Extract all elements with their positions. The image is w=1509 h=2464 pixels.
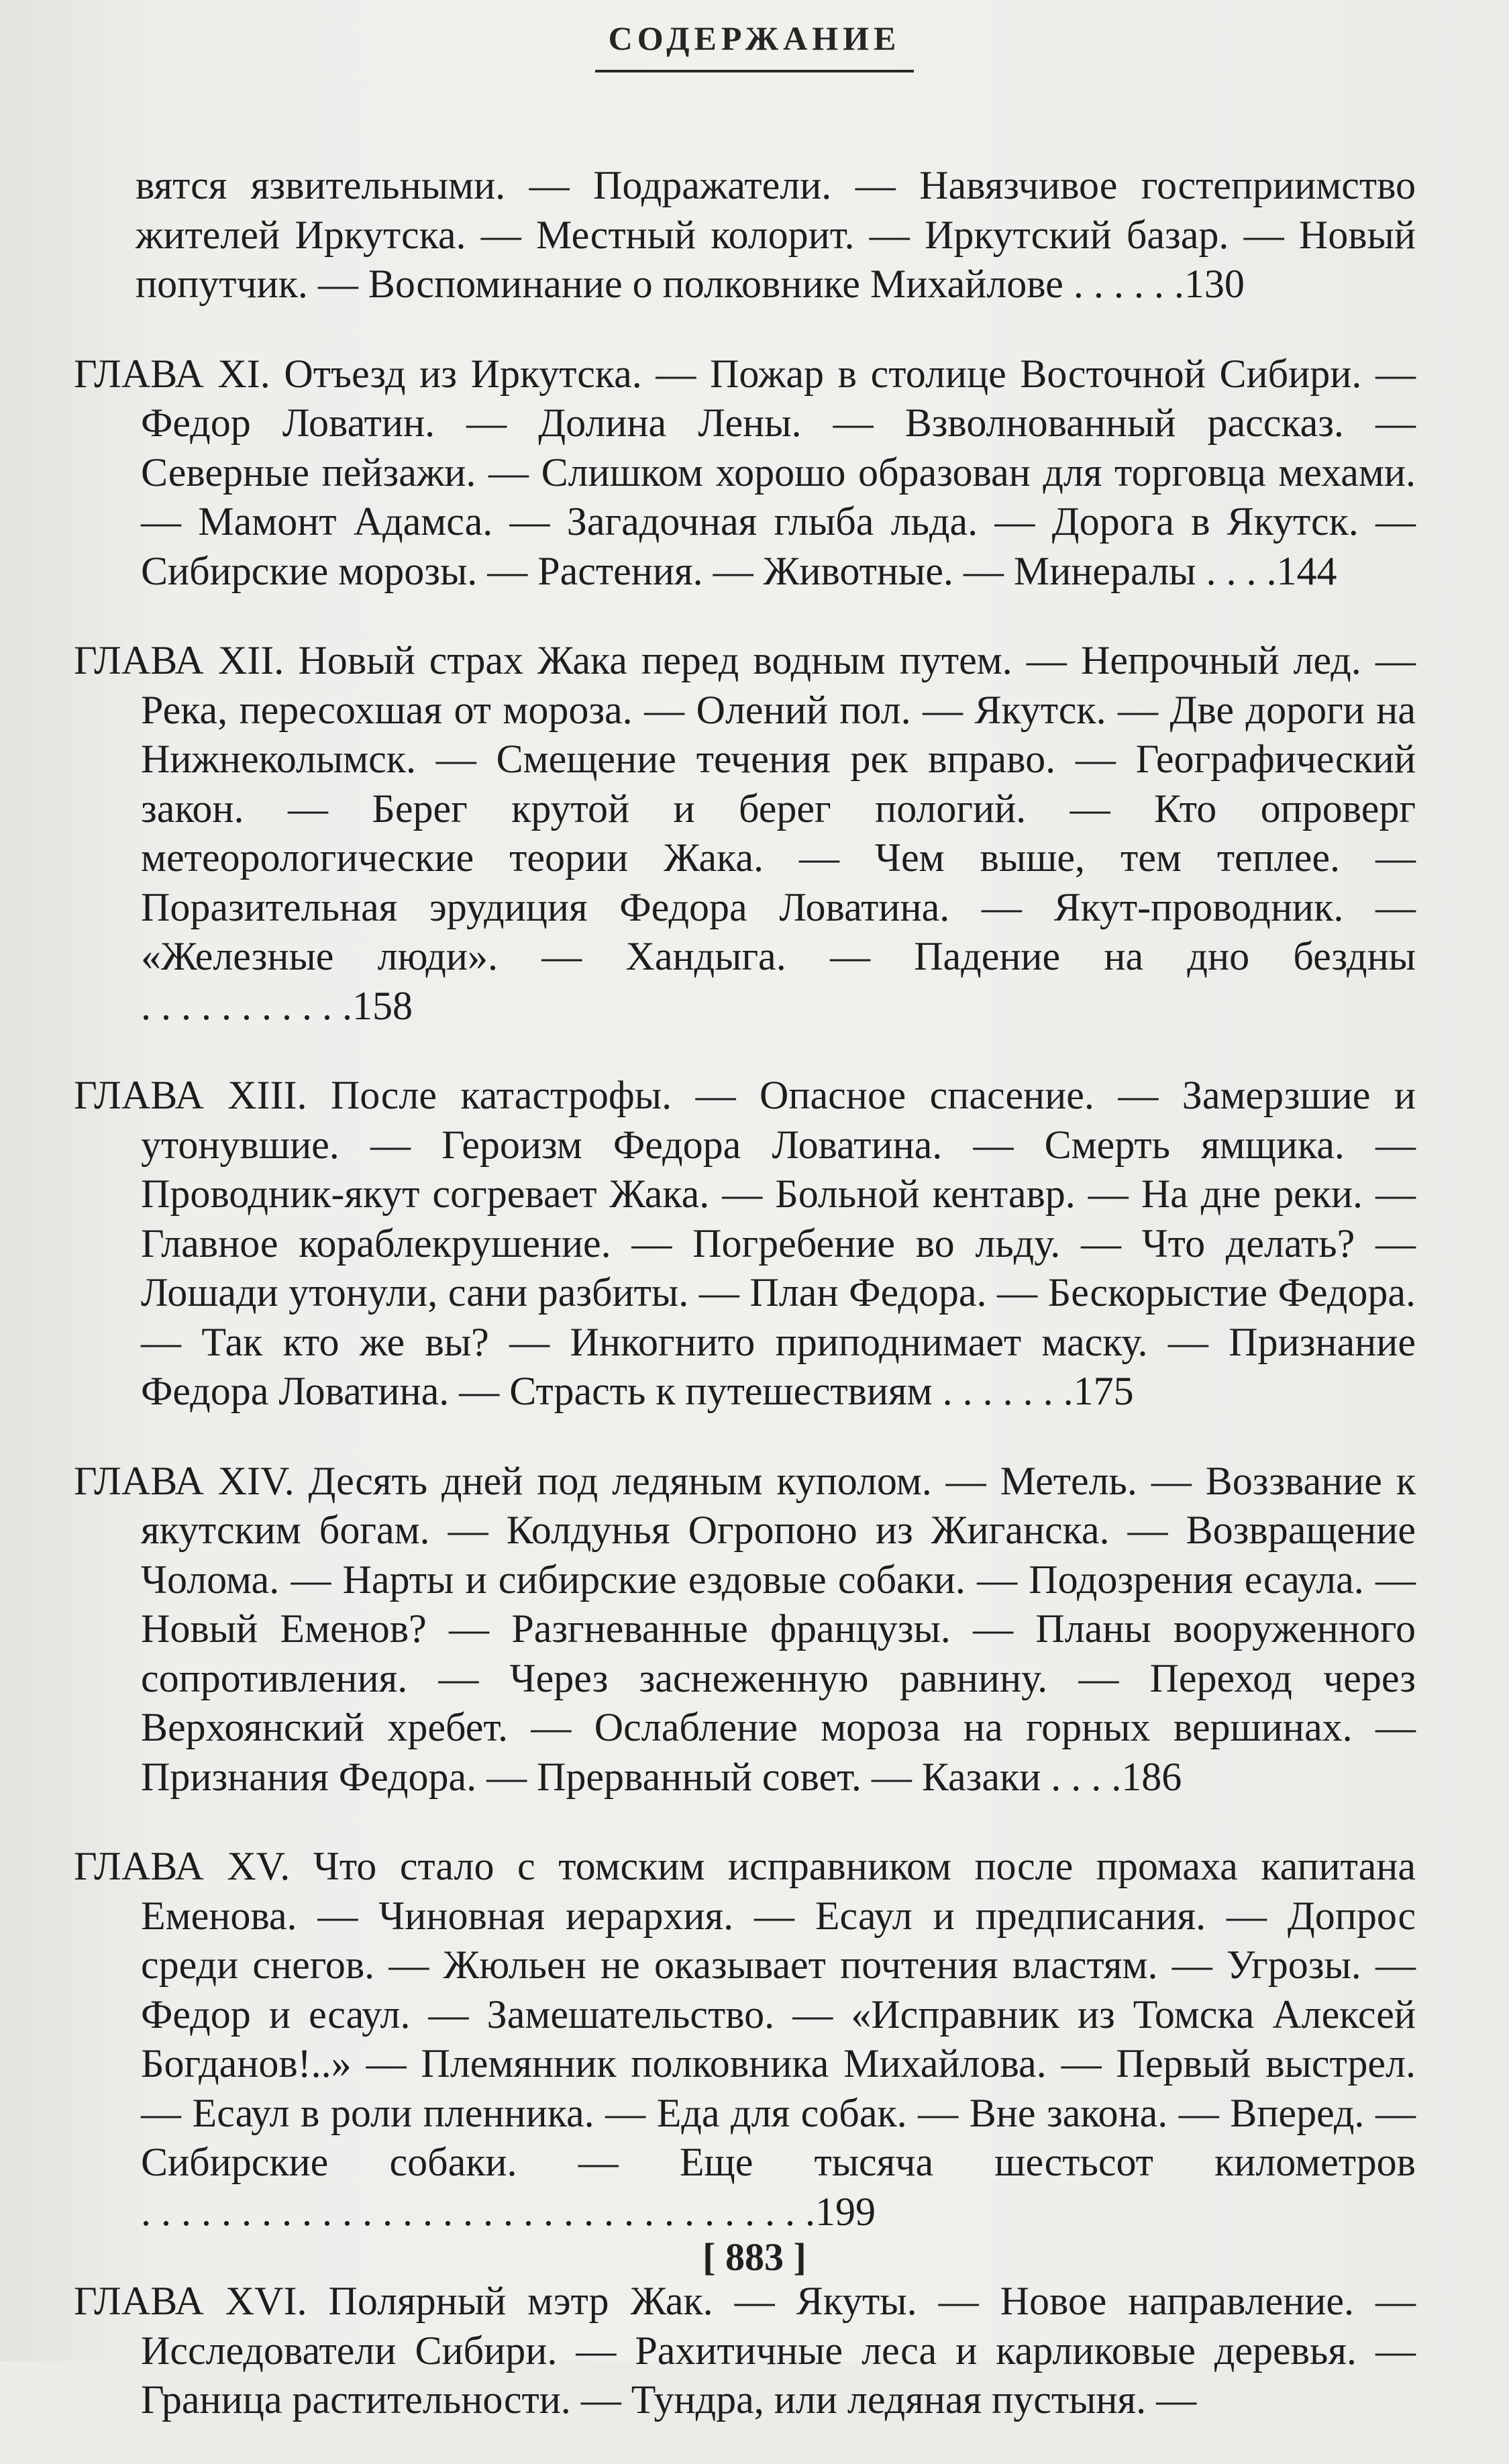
toc-entry-chapter-13 bbox=[74, 1071, 1416, 1417]
dot-leader: . . . . . . . . . . . . . . . . . . . . . . . . . . . . . . . . . . bbox=[141, 2189, 815, 2234]
toc-entry-chapter-16 bbox=[74, 2277, 1416, 2425]
entry-text: Десять дней под ледяным куполом. — Метель. — Воззвание к якутским богам. — Колдунья Огропоно из Жиганска. — Возвращение Чолома. — Нарты и сибирские ездовые собаки. — Подозрения есаула. — Новый Еменов? — Разгневанные французы. — Планы вооруженного сопротивления. — Через заснеженную равнину. — Переход через Верхоянский хребет. — Ослабление мороза на горных вершинах. — Признания Федора. — Прерванный совет. — Казаки bbox=[141, 1458, 1416, 1799]
entry-page-number: 144 bbox=[1276, 548, 1337, 593]
entry-page-number: 158 bbox=[352, 983, 413, 1028]
entry-text: Что стало с томским исправником после промаха капитана Еменова. — Чиновная иерархия. — Есаул и предписания. — Допрос среди снегов. — Жюльен не оказывает почтения властям. — Угрозы. — Федор и есаул. — Замешательство. — «Исправник из Томска Алексей Богданов!..» — Племянник полковника Михайлова. — Первый выстрел. — Есаул в роли пленника. — Еда для собак. — Вне закона. — Вперед. — Сибирские собаки. — Еще тысяча шестьсот километров bbox=[141, 1844, 1416, 2184]
running-header bbox=[0, 13, 1509, 72]
entry-page-number: 186 bbox=[1121, 1754, 1182, 1799]
toc-entry-chapter-14 bbox=[74, 1457, 1416, 1802]
entry-page-number: 175 bbox=[1073, 1369, 1134, 1413]
chapter-label: ГЛАВА XIII. bbox=[74, 1073, 307, 1117]
chapter-label: ГЛАВА XIV. bbox=[74, 1458, 295, 1503]
toc-list bbox=[74, 121, 1416, 2464]
dot-leader: . . . . bbox=[1041, 1754, 1122, 1799]
entry-text: Полярный мэтр Жак. — Якуты. — Новое направление. — Исследователи Сибири. — Рахитичные леса и карликовые деревья. — Граница растительности. — Тундра, или ледяная пустыня. — bbox=[141, 2279, 1416, 2422]
folio-page-number: [ 883 ] bbox=[703, 2235, 806, 2279]
entry-text: вятся язвительными. — Подражатели. — Навязчивое гостеприимство жителей Иркутска. — Местный колорит. — Иркутский базар. — Новый попутчик. — Воспоминание о полковнике Михайлове bbox=[136, 163, 1416, 306]
entry-text: Отъезд из Иркутска. — Пожар в столице Восточной Сибири. — Федор Ловатин. — Долина Лены. — Взволнованный рассказ. — Северные пейзажи. — Слишком хорошо образован для торговца мехами. — Мамонт Адамса. — Загадочная глыба льда. — Дорога в Якутск. — Сибирские морозы. — Растения. — Животные. — Минералы bbox=[141, 351, 1416, 593]
dot-leader: . . . . . . . bbox=[932, 1369, 1074, 1413]
entry-page-number: 199 bbox=[815, 2189, 876, 2234]
chapter-label: ГЛАВА XII. bbox=[74, 638, 284, 682]
dot-leader: . . . . . . . . . . . bbox=[141, 983, 352, 1028]
chapter-label: ГЛАВА XVI. bbox=[74, 2279, 307, 2323]
toc-entry-chapter-11 bbox=[74, 350, 1416, 597]
entry-page-number: 130 bbox=[1184, 262, 1245, 306]
toc-entry-chapter-12 bbox=[74, 636, 1416, 1031]
dot-leader: . . . . . . bbox=[1063, 262, 1184, 306]
toc-entry-chapter-15 bbox=[74, 1842, 1416, 2237]
toc-entry-continued bbox=[74, 161, 1416, 309]
dot-leader: . . . . bbox=[1196, 548, 1277, 593]
chapter-label: ГЛАВА XI. bbox=[74, 351, 270, 396]
chapter-label: ГЛАВА XV. bbox=[74, 1844, 291, 1888]
entry-text: Новый страх Жака перед водным путем. — Непрочный лед. — Река, пересохшая от мороза. — Олений пол. — Якутск. — Две дороги на Нижнеколымск. — Смещение течения рек вправо. — Географический закон. — Берег крутой и берег пологий. — Кто опроверг метеорологические теории Жака. — Чем выше, тем теплее. — Поразительная эрудиция Федора Ловатина. — Якут-проводник. — «Железные люди». — Хандыга. — Падение на дно бездны bbox=[141, 638, 1416, 978]
entry-text: После катастрофы. — Опасное спасение. — Замерзшие и утонувшие. — Героизм Федора Ловатина. — Смерть ямщика. — Проводник-якут согревает Жака. — Больной кентавр. — На дне реки. — Главное кораблекрушение. — Погребение во льду. — Что делать? — Лошади утонули, сани разбиты. — План Федора. — Бескорыстие Федора. — Так кто же вы? — Инкогнито приподнимает маску. — Признание Федора Ловатина. — Страсть к путешествиям bbox=[141, 1073, 1416, 1413]
page-title: СОДЕРЖАНИЕ bbox=[595, 13, 915, 72]
